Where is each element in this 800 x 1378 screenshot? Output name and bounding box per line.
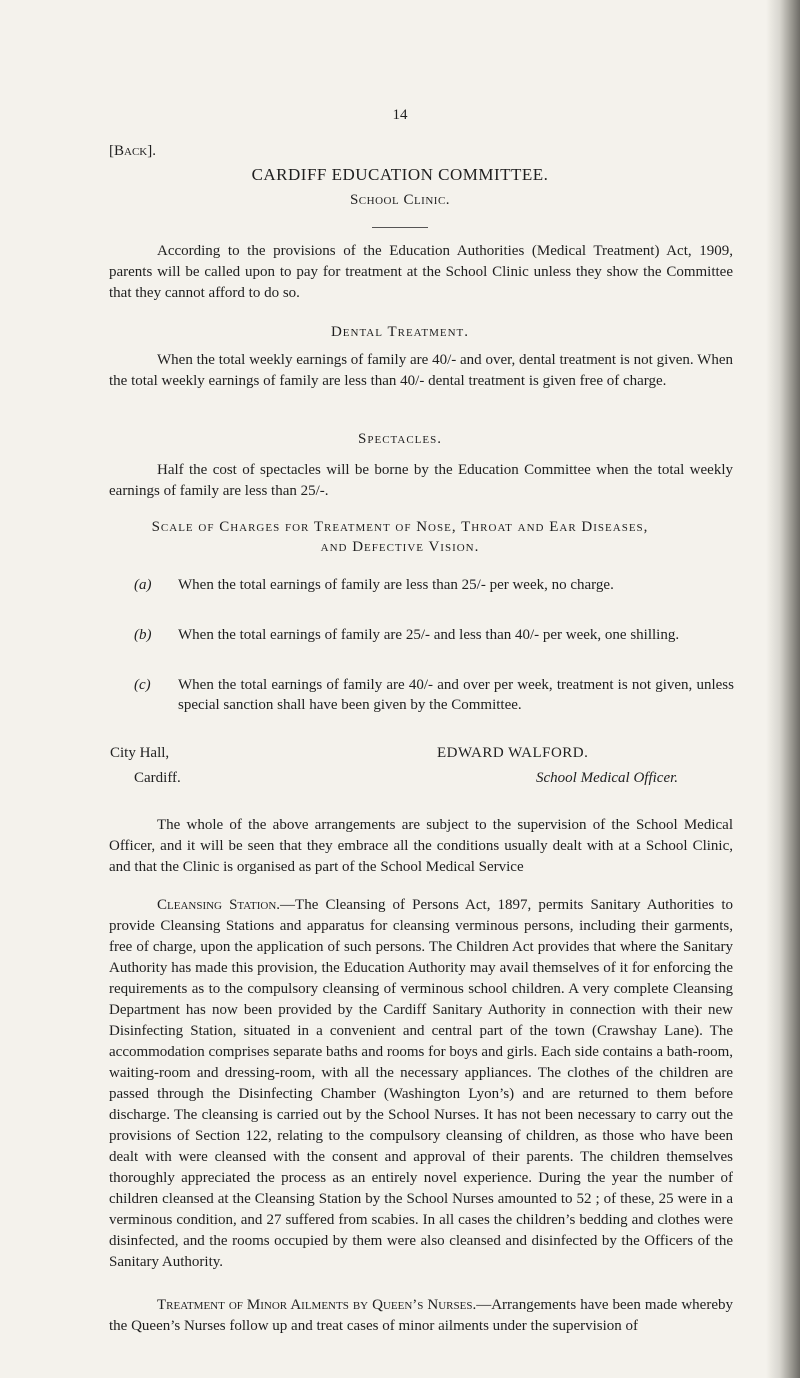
back-label: [Back]. [109, 143, 156, 159]
signature-place-line2: Cardiff. [134, 770, 181, 786]
scale-item-label: (c) [134, 677, 151, 693]
supervision-paragraph: The whole of the above arrangements are subject to the supervision of the School Medical Officer, and it will be seen that they embrace all the conditions usually dealt with at a School Clinic, and that the Clinic is organised as part of the School Medical Service [109, 817, 733, 875]
spectacles-heading: Spectacles. [358, 431, 442, 447]
page-title: CARDIFF EDUCATION COMMITTEE. [251, 165, 549, 184]
cleansing-paragraph [109, 895, 733, 1273]
intro-paragraph: According to the provisions of the Education Authorities (Medical Treatment) Act, 1909, parents will be called upon to pay for treatment at the School Clinic unless they show the Committee that they cannot afford to do so. [109, 243, 733, 301]
page-subtitle: School Clinic. [349, 192, 451, 208]
dental-heading: Dental Treatment. [330, 324, 470, 340]
scale-item-text: When the total earnings of family are 25/- and less than 40/- per week, one shilling. [178, 627, 680, 643]
signature-role: School Medical Officer. [536, 770, 679, 786]
signature-place-line1: City Hall, [110, 745, 170, 761]
treatment-paragraph [109, 1295, 733, 1337]
page-number: 14 [392, 107, 408, 123]
signature-name: EDWARD WALFORD. [437, 745, 589, 761]
spectacles-paragraph: Half the cost of spectacles will be borne by the Education Committee when the total weekly earnings of family are less than 25/-. [109, 462, 733, 499]
treatment-text: —Arrangements have been made whereby the Queen’s Nurses follow up and treat cases of minor ailments under the supervision of [109, 1297, 733, 1334]
scale-heading-line1: Scale of Charges for Treatment of Nose, Throat and Ear Diseases, [151, 519, 649, 535]
cleansing-lead: Cleansing Station. [157, 897, 281, 913]
scale-item-label: (b) [134, 627, 152, 643]
scale-item-text: When the total earnings of family are less than 25/- per week, no charge. [178, 577, 614, 593]
scale-heading [0, 517, 800, 557]
title-divider [372, 227, 428, 228]
scale-heading-line2: and Defective Vision. [320, 539, 480, 555]
dental-paragraph: When the total weekly earnings of family are 40/- and over, dental treatment is not given. When the total weekly earnings of family are less than 40/- dental treatment is given free of charge. [109, 352, 733, 389]
cleansing-text: —The Cleansing of Persons Act, 1897, permits Sanitary Authorities to provide Cleansing Stations and apparatus for cleansing verminous persons, including their garments, free of charge, upon the application of such persons. The Children Act provides that where the Sanitary Authority has made this provision, the Education Authority may avail themselves of it for enforcing the requirements as to the compulsory cleansing of verminous school children. A very complete Cleansing Department has now been provided by the Cardiff Sanitary Authority in connection with their new Disinfecting Station, situated in a convenient and central part of the town (Crawshay Lane). The accommodation comprises separate baths and rooms for boys and girls. Each side contains a bath-room, waiting-room and dressing-room, with all the necessary appliances. The clothes of the children are passed through the Disinfecting Chamber (Washington Lyon’s) and are returned to them before discharge. The cleansing is carried out by the School Nurses. It has not been necessary to carry out the provisions of Section 122, relating to the compulsory cleansing of children, as those who have been dealt with were cleansed with the consent and approval of their parents. The children themselves thoroughly appreciated the process as an entirely novel experience. During the year the number of children cleansed at the Cleansing Station by the School Nurses amounted to 52 ; of these, 25 were in a verminous condition, and 27 suffered from scabies. In all cases the children’s bedding and clothes were disinfected, and the rooms occupied by them were also cleansed and disinfected by the Officers of the Sanitary Authority. [109, 897, 733, 1270]
scale-item-text: When the total earnings of family are 40/- and over per week, treatment is not given, unless special sanction shall have been given by the Committee. [178, 677, 734, 713]
treatment-lead: Treatment of Minor Ailments by Queen’s Nurses. [157, 1297, 477, 1313]
scale-item-label: (a) [134, 577, 152, 593]
